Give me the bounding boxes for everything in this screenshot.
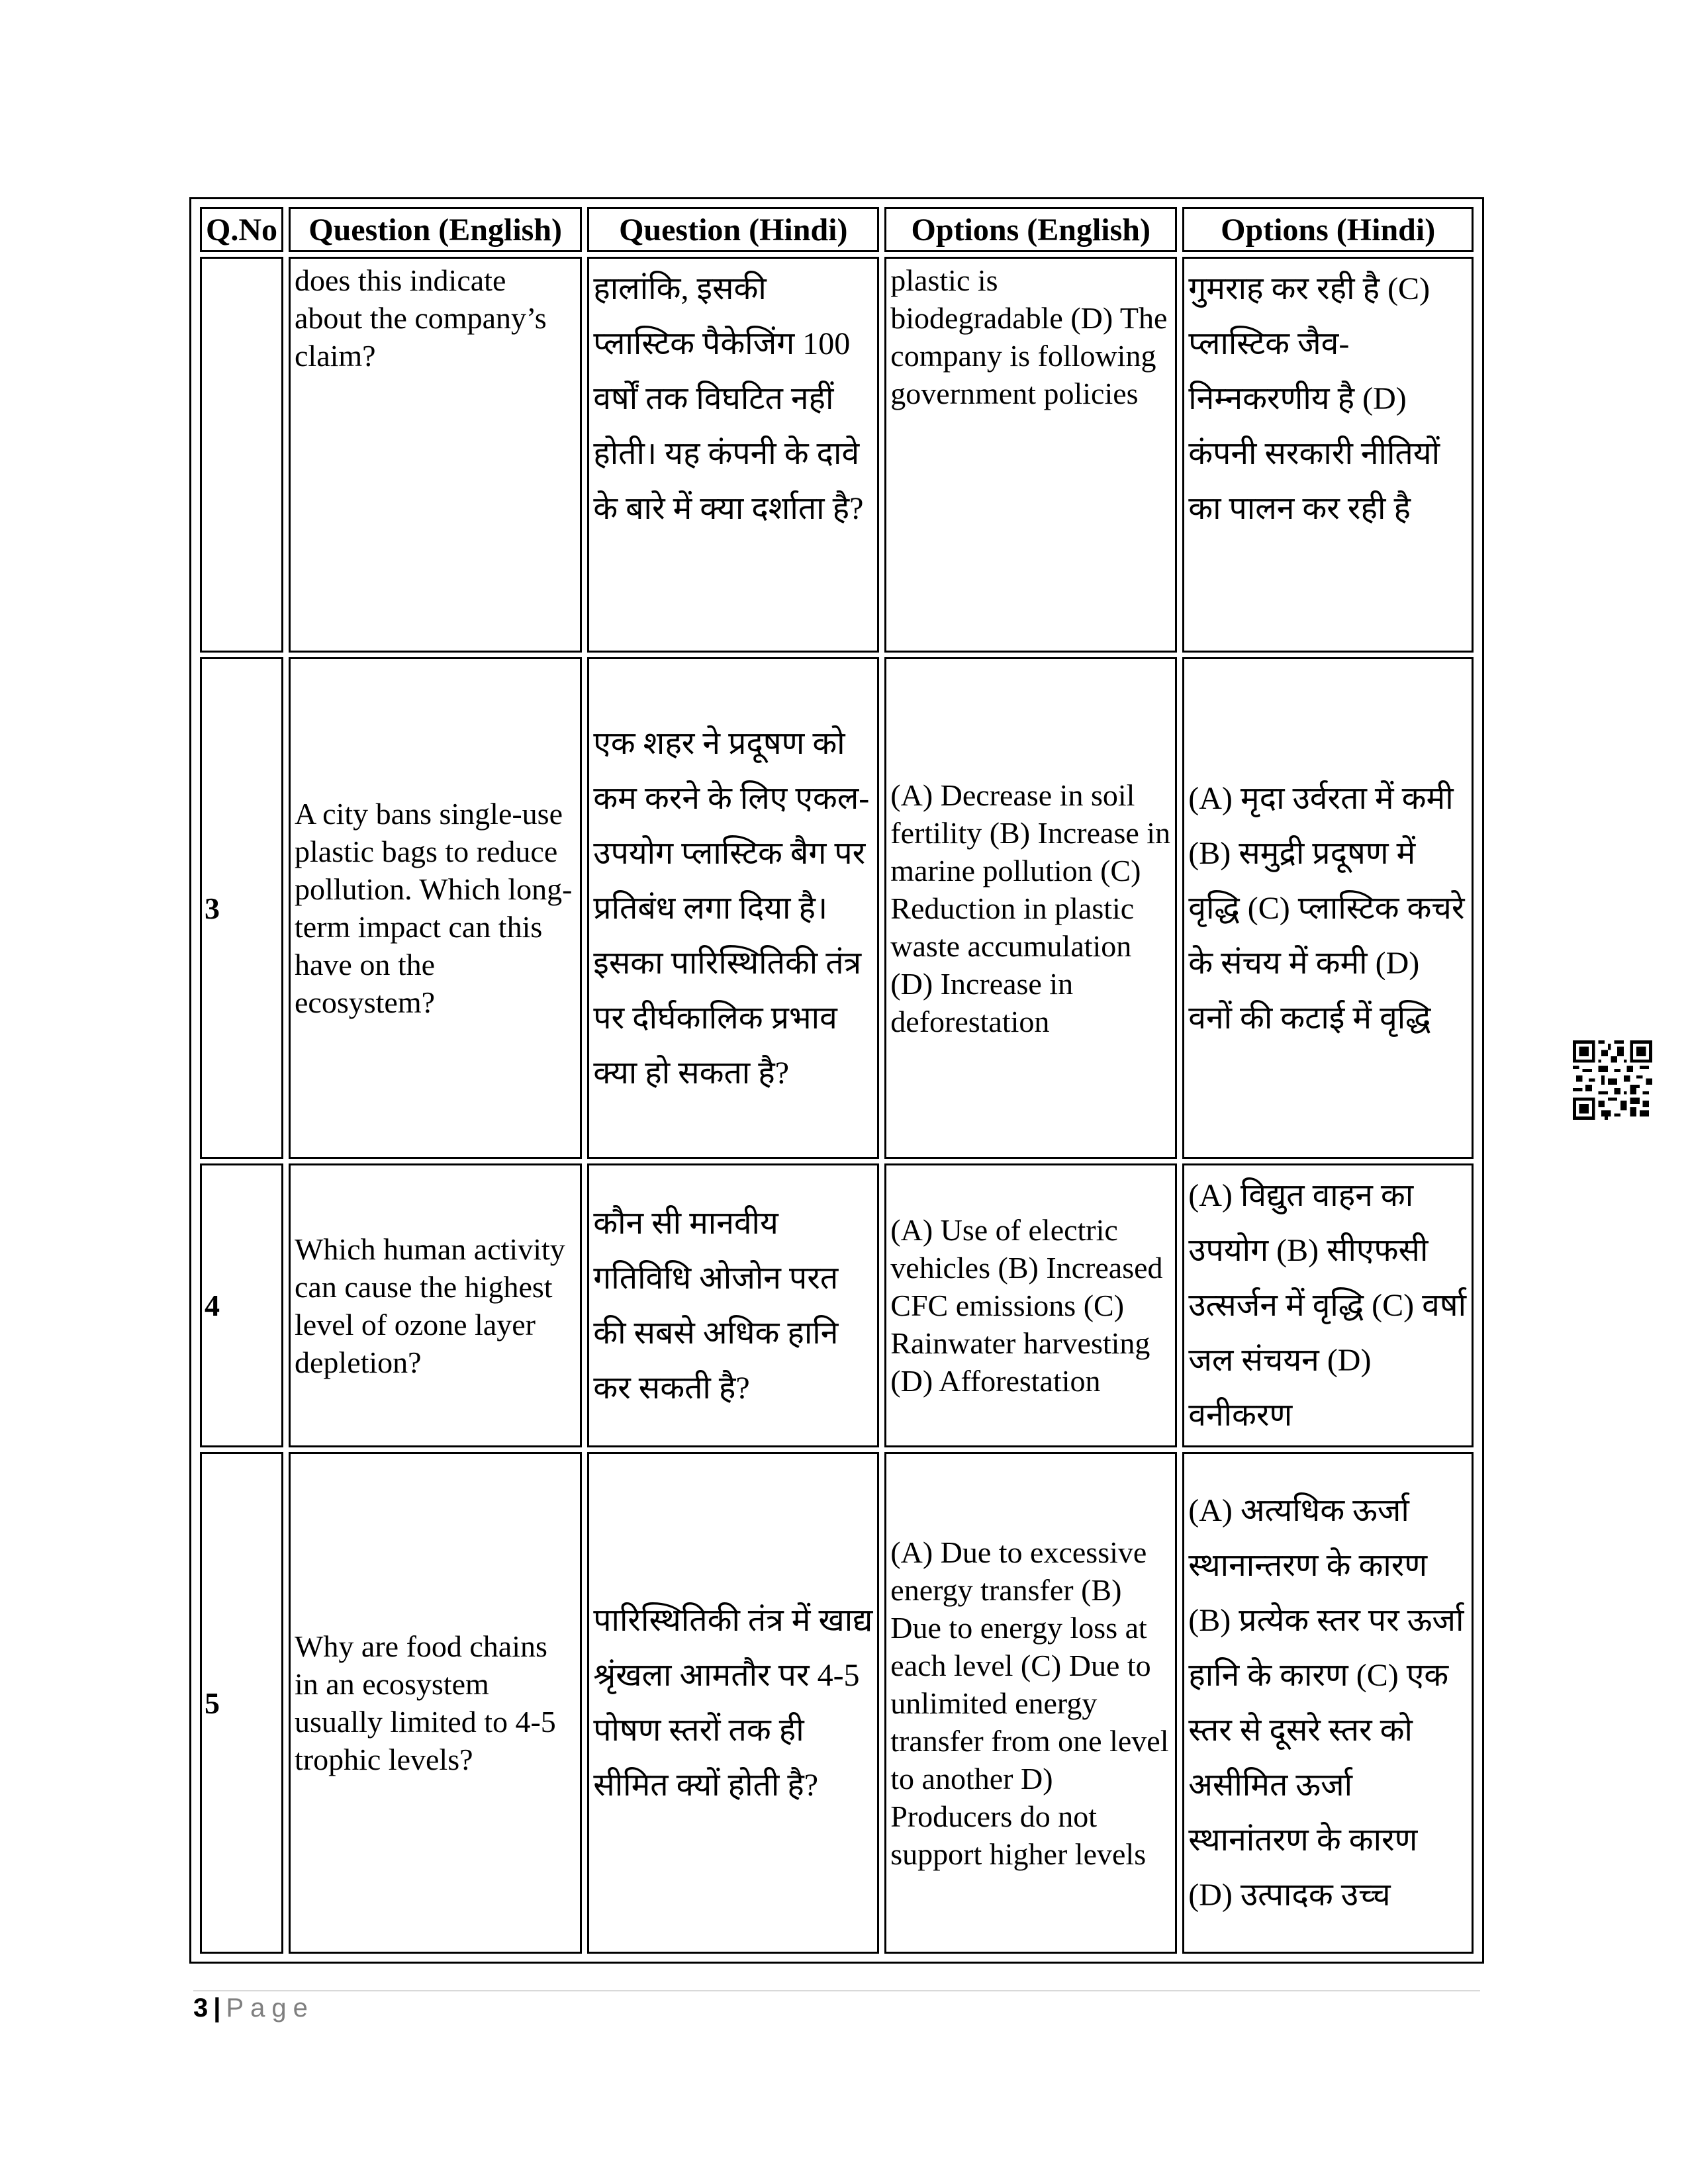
question-hindi-cell: हालांकि, इसकी प्लास्टिक पैकेजिंग 100 वर्षों तक विघटित नहीं होती। यह कंपनी के दावे के बारे में क्या दर्शाता है? xyxy=(587,257,879,653)
options-hindi-cell: (A) अत्यधिक ऊर्जा स्थानान्तरण के कारण (B) प्रत्येक स्तर पर ऊर्जा हानि के कारण (C) एक स्तर से दूसरे स्तर को असीमित ऊर्जा स्थानांतरण के कारण (D) उत्पादक उच्च xyxy=(1182,1452,1474,1954)
question-hindi-cell: एक शहर ने प्रदूषण को कम करने के लिए एकल-उपयोग प्लास्टिक बैग पर प्रतिबंध लगा दिया है। इसका पारिस्थितिकी तंत्र पर दीर्घकालिक प्रभाव क्या हो सकता है? xyxy=(587,657,879,1159)
options-english-cell: (A) Decrease in soil fertility (B) Increase in marine pollution (C) Reduction in plastic waste accumulation (D) Increase in deforestation xyxy=(884,657,1177,1159)
header-question-english: Question (English) xyxy=(289,207,582,252)
header-question-hindi: Question (Hindi) xyxy=(587,207,879,252)
header-options-english: Options (English) xyxy=(884,207,1177,252)
qno-cell xyxy=(200,257,283,653)
question-hindi-cell: पारिस्थितिकी तंत्र में खाद्य श्रृंखला आमतौर पर 4-5 पोषण स्तरों तक ही सीमित क्यों होती है? xyxy=(587,1452,879,1954)
question-english-cell: Which human activity can cause the highest level of ozone layer depletion? xyxy=(289,1163,582,1447)
options-english-cell: (A) Due to excessive energy transfer (B) Due to energy loss at each level (C) Due to unlimited energy transfer from one level to another D) Producers do not support higher levels xyxy=(884,1452,1177,1954)
questions-table xyxy=(189,197,1484,1964)
qno-cell: 5 xyxy=(200,1452,283,1954)
qr-code-icon xyxy=(1573,1040,1652,1120)
qno-cell: 3 xyxy=(200,657,283,1159)
header-qno: Q.No xyxy=(200,207,283,252)
table-header-row xyxy=(200,207,1474,252)
header-options-hindi: Options (Hindi) xyxy=(1182,207,1474,252)
page-label: Page xyxy=(226,1993,314,2023)
options-hindi-cell: (A) मृदा उर्वरता में कमी (B) समुद्री प्रदूषण में वृद्धि (C) प्लास्टिक कचरे के संचय में कमी (D) वनों की कटाई में वृद्धि xyxy=(1182,657,1474,1159)
question-hindi-cell: कौन सी मानवीय गतिविधि ओजोन परत की सबसे अधिक हानि कर सकती है? xyxy=(587,1163,879,1447)
question-english-cell: does this indicate about the company’s claim? xyxy=(289,257,582,653)
qno-cell: 4 xyxy=(200,1163,283,1447)
options-english-cell: (A) Use of electric vehicles (B) Increased CFC emissions (C) Rainwater harvesting (D) Afforestation xyxy=(884,1163,1177,1447)
table-row xyxy=(200,657,1474,1159)
table-row xyxy=(200,1163,1474,1447)
table-row xyxy=(200,1452,1474,1954)
page-number: 3 xyxy=(193,1993,209,2023)
options-english-cell: plastic is biodegradable (D) The company is following government policies xyxy=(884,257,1177,653)
question-english-cell: A city bans single-use plastic bags to reduce pollution. Which long-term impact can this have on the ecosystem? xyxy=(289,657,582,1159)
page-footer xyxy=(193,1993,314,2023)
question-english-cell: Why are food chains in an ecosystem usually limited to 4-5 trophic levels? xyxy=(289,1452,582,1954)
footer-separator: | xyxy=(213,1993,221,2023)
options-hindi-cell: (A) विद्युत वाहन का उपयोग (B) सीएफसी उत्सर्जन में वृद्धि (C) वर्षा जल संचयन (D) वनीकरण xyxy=(1182,1163,1474,1447)
options-hindi-cell: गुमराह कर रही है (C) प्लास्टिक जैव-निम्नकरणीय है (D) कंपनी सरकारी नीतियों का पालन कर रही है xyxy=(1182,257,1474,653)
footer-divider xyxy=(193,1990,1480,1991)
table-row xyxy=(200,257,1474,653)
